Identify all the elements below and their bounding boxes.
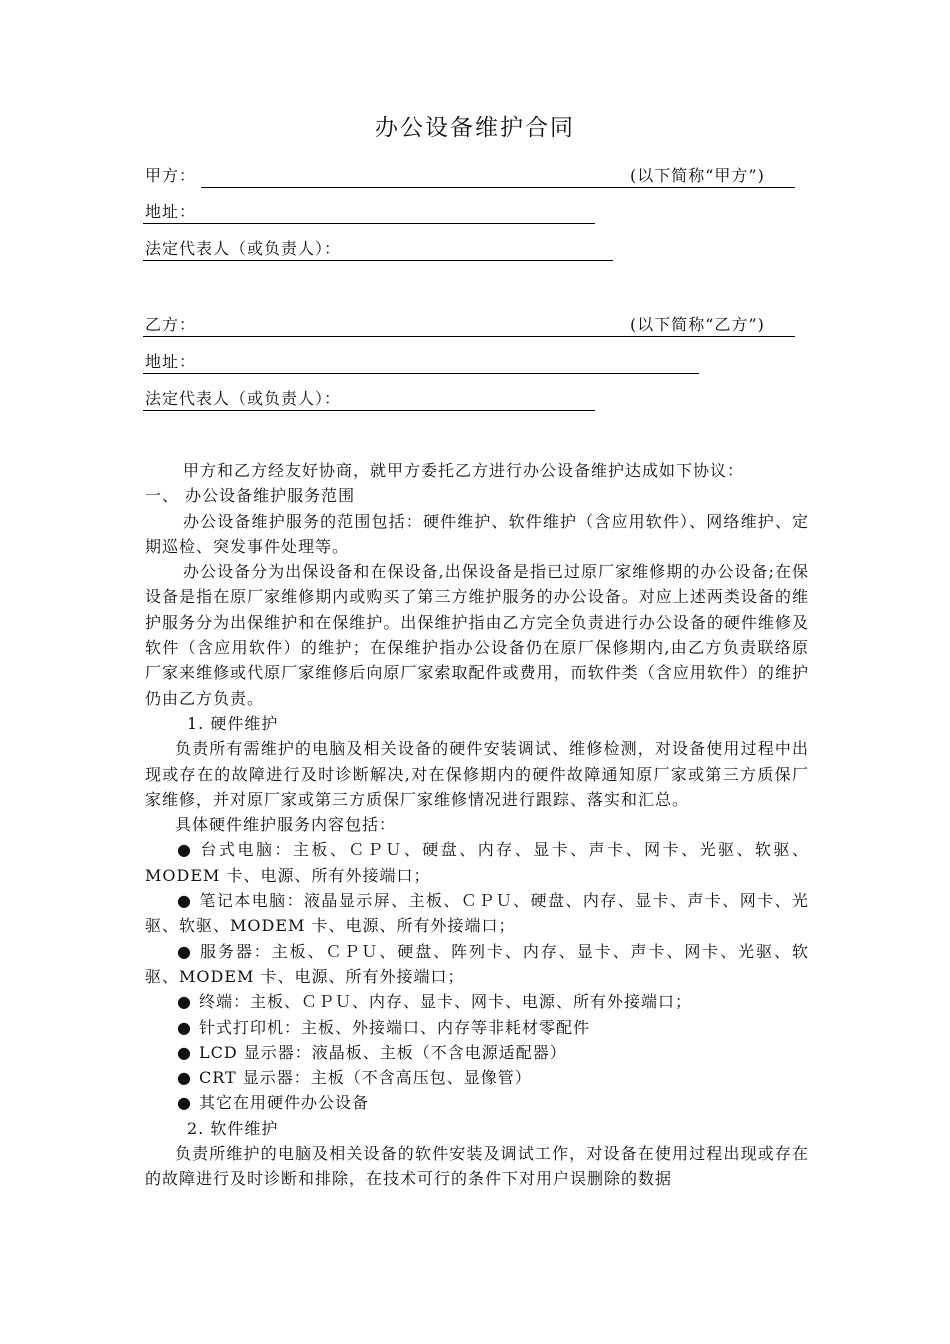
party-b-note: (以下简称“乙方”)	[630, 315, 765, 334]
hardware-heading: 1. 硬件维护	[187, 713, 279, 733]
software-description: 负责所维护的电脑及相关设备的软件安装及调试工作，对设备在使用过程出现或存在的故障进行及时诊断和排除，在技术可行的条件下对用户误删除的数据	[145, 1144, 809, 1189]
bullet-icon: ●	[177, 840, 192, 860]
party-b-address-underline	[143, 373, 699, 374]
bullet-icon: ●	[177, 1042, 192, 1062]
bullet-icon: ●	[177, 1093, 192, 1113]
party-a-rep-underline	[143, 260, 613, 261]
list-item-text: CRT 显示器：主板（不含高压包、显像管）	[199, 1068, 532, 1088]
list-item	[145, 1065, 809, 1090]
list-item-text: 服务器：主板、ＣＰＵ、硬盘、阵列卡、内存、显卡、声卡、网卡、光驱、软驱、MODEM 卡、电源、所有外接端口；	[145, 941, 809, 986]
party-a-rep-row	[143, 237, 613, 261]
list-item	[145, 989, 809, 1014]
list-item	[145, 939, 809, 990]
party-a-address-underline	[143, 223, 595, 224]
hardware-list	[145, 837, 809, 1115]
list-item	[145, 888, 809, 939]
categories-paragraph: 办公设备分为出保设备和在保设备,出保设备是指已过原厂家维修期的办公设备;在保设备是指在原厂家维修期内或购买了第三方维护服务的办公设备。对应上述两类设备的维护服务分为出保维护和在保维护。出保维护指由乙方完全负责进行办公设备的硬件维修及软件（含应用软件）的维护；在保维护指办公设备仍在原厂保修期内,由乙方负责联络原厂家来维修或代原厂家维修后向原厂家索取配件或费用，而软件类（含应用软件）的维护仍由乙方负责。	[145, 562, 809, 708]
party-a-row	[143, 164, 795, 188]
list-item-text: 终端：主板、ＣＰＵ、内存、显卡、网卡、电源、所有外接端口；	[199, 992, 693, 1012]
party-b-label: 乙方：	[145, 315, 197, 334]
party-b-rep-label: 法定代表人（或负责人）：	[145, 389, 342, 408]
bullet-icon: ●	[177, 891, 192, 911]
party-b-address-row	[143, 350, 699, 374]
intro-paragraph: 甲方和乙方经友好协商，就甲方委托乙方进行办公设备维护达成如下协议：	[183, 461, 745, 480]
list-item	[145, 837, 809, 888]
list-item	[145, 1090, 809, 1115]
bullet-icon: ●	[177, 941, 192, 961]
party-b-rep-underline	[143, 410, 595, 411]
party-a-note: (以下简称“甲方”)	[630, 166, 765, 185]
list-item-text: LCD 显示器：液晶板、主板（不含电源适配器）	[199, 1042, 567, 1062]
software-heading: 2. 软件维护	[187, 1118, 279, 1138]
list-item-text: 台式电脑：主板、ＣＰＵ、硬盘、内存、显卡、声卡、网卡、光驱、软驱、MODEM 卡、电源、所有外接端口；	[145, 840, 809, 885]
party-b-rep-row	[143, 387, 595, 411]
party-a-underline	[201, 187, 795, 188]
list-item-text: 针式打印机：主板、外接端口、内存等非耗材零配件	[199, 1017, 591, 1037]
party-a-rep-label: 法定代表人（或负责人）：	[145, 239, 342, 258]
list-item-text: 其它在用硬件办公设备	[199, 1093, 370, 1113]
bullet-icon: ●	[177, 1017, 192, 1037]
party-a-address-row	[143, 200, 595, 224]
list-item	[145, 1015, 809, 1040]
section-1-heading: 一、 办公设备维护服务范围	[145, 486, 356, 506]
party-b-row	[143, 313, 795, 337]
hardware-description: 负责所有需维护的电脑及相关设备的硬件安装调试、维修检测，对设备使用过程中出现或存在的故障进行及时诊断解决,对在保修期内的硬件故障通知原厂家或第三方质保厂家维修，并对原厂家或第三方质保厂家维修情况进行跟踪、落实和汇总。	[145, 739, 809, 809]
party-b-address-label: 地址：	[145, 352, 197, 371]
list-item	[145, 1040, 809, 1065]
bullet-icon: ●	[177, 1068, 192, 1088]
scope-paragraph: 办公设备维护服务的范围包括：硬件维护、软件维护（含应用软件）、网络维护、定期巡检、突发事件处理等。	[145, 511, 809, 556]
party-b-underline	[143, 336, 795, 337]
hardware-list-intro: 具体硬件维护服务内容包括：	[175, 815, 397, 835]
bullet-icon: ●	[177, 992, 192, 1012]
party-a-address-label: 地址：	[145, 202, 197, 221]
party-a-label: 甲方：	[145, 166, 197, 185]
document-title: 办公设备维护合同	[375, 115, 575, 141]
contract-body	[145, 458, 809, 1192]
list-item-text: 笔记本电脑：液晶显示屏、主板、ＣＰＵ、硬盘、内存、显卡、声卡、网卡、光驱、软驱、MODEM 卡、电源、所有外接端口；	[145, 891, 809, 936]
